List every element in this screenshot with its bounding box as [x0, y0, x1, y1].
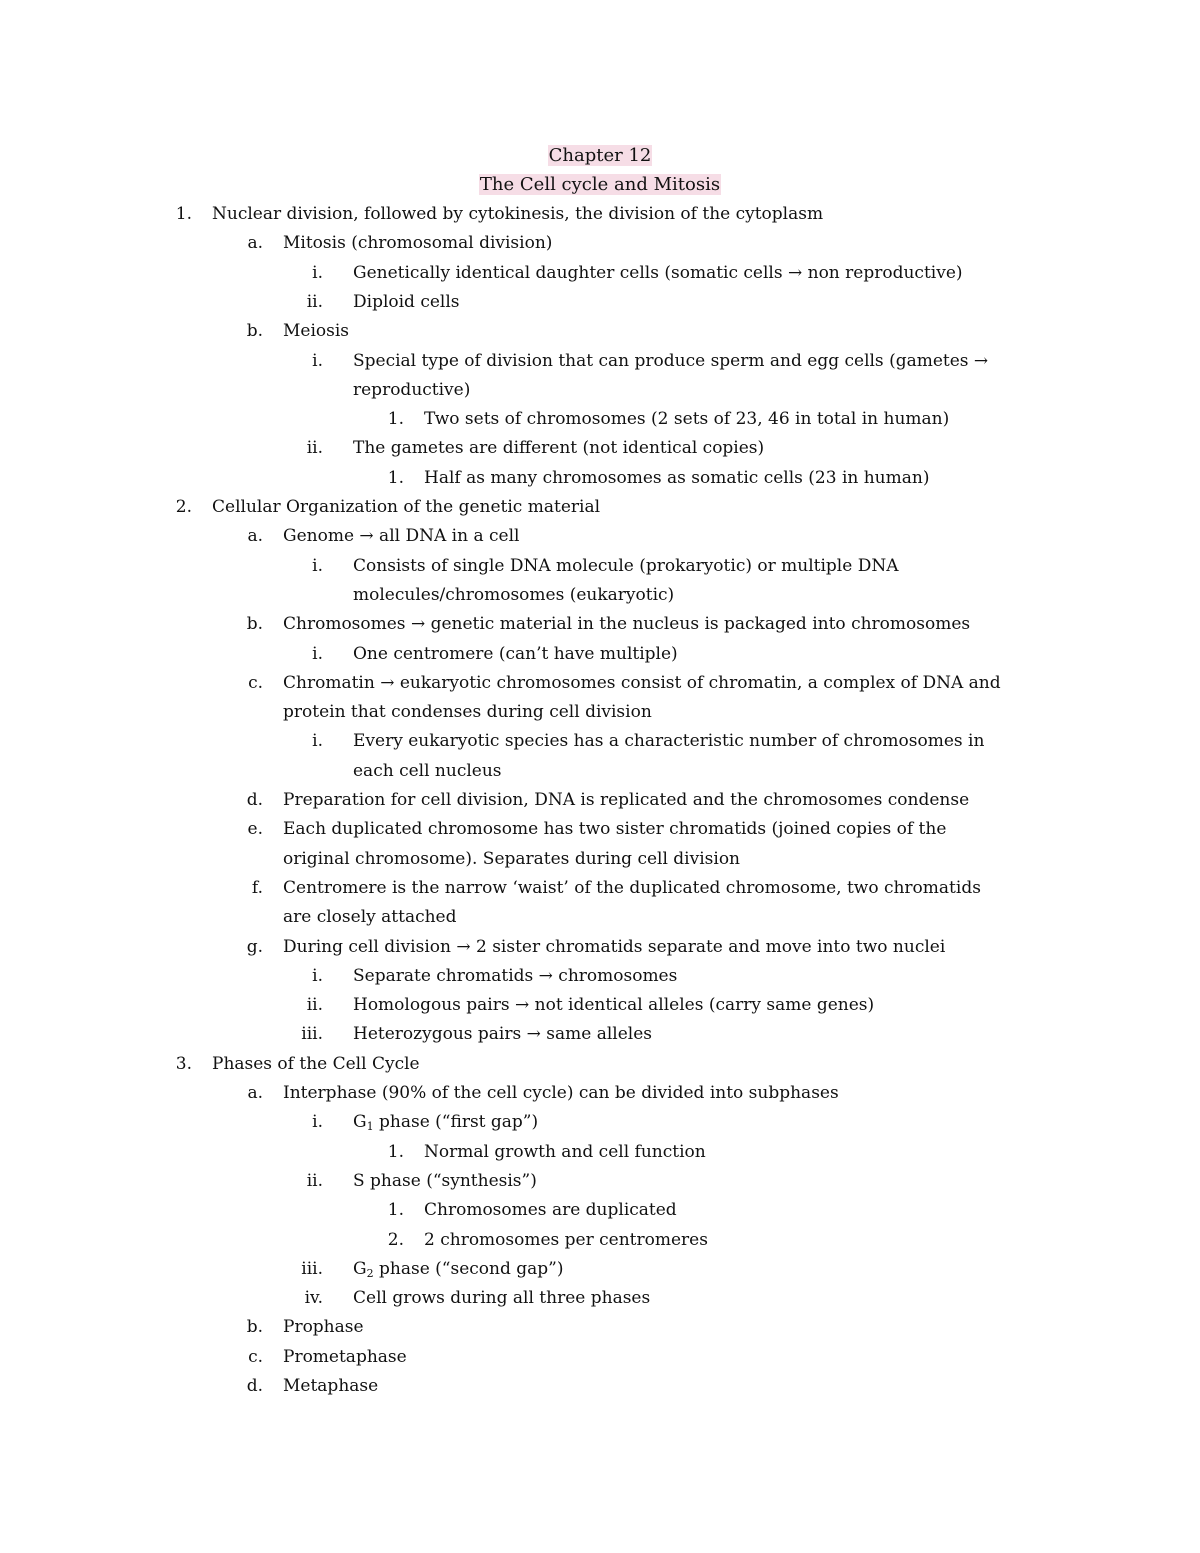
- outline-text-main: Genome → all DNA in a cell: [283, 526, 520, 547]
- outline-item: [0, 1110, 1200, 1134]
- outline-text-rest: phase (“second gap”): [373, 1258, 564, 1279]
- outline-marker: i.: [312, 1112, 323, 1133]
- outline-item: [0, 1315, 1200, 1339]
- outline-text: [212, 1052, 420, 1076]
- outline-marker: ii.: [306, 291, 323, 312]
- outline-text-subscript: 2: [366, 1266, 374, 1280]
- outline-text-main: 2 chromosomes per centromeres: [424, 1229, 708, 1250]
- outline-text-main: G: [353, 1112, 367, 1133]
- outline-text-main: Prometaphase: [283, 1346, 407, 1367]
- outline-marker: 1.: [175, 204, 192, 224]
- outline-marker: g.: [246, 936, 263, 957]
- outline-text-main: Centromere is the narrow ‘waist’ of the duplicated chromosome, two chromatids: [283, 877, 981, 898]
- outline-text: [353, 729, 984, 753]
- outline-item: [0, 290, 1200, 314]
- outline-marker: 1.: [387, 467, 404, 488]
- outline-text: [424, 407, 949, 431]
- outline-text-main: protein that condenses during cell division: [283, 702, 652, 723]
- outline-text: [283, 612, 970, 636]
- outline-marker: iv.: [304, 1288, 323, 1309]
- outline-text: [212, 495, 600, 519]
- outline-text: [353, 290, 460, 314]
- outline-marker: ii.: [306, 1170, 323, 1191]
- outline-text: [353, 993, 874, 1017]
- outline-text-main: Preparation for cell division, DNA is replicated and the chromosomes condense: [283, 790, 970, 810]
- outline-text-main: Heterozygous pairs → same alleles: [353, 1024, 652, 1045]
- outline-text: [212, 202, 823, 226]
- outline-text-main: Chromosomes → genetic material in the nucleus is packaged into chromosomes: [283, 614, 971, 635]
- outline-item: [0, 261, 1200, 285]
- outline-marker: 1.: [387, 1200, 404, 1221]
- outline-item: [0, 847, 1200, 871]
- outline-item: [0, 231, 1200, 255]
- outline-text: [283, 700, 652, 724]
- outline-item: [0, 1198, 1200, 1222]
- outline-text: [283, 1374, 378, 1398]
- outline-marker: f.: [251, 877, 263, 898]
- outline-text: [353, 1022, 652, 1046]
- outline-text-main: Cell grows during all three phases: [353, 1288, 651, 1309]
- outline-item: [0, 495, 1200, 519]
- outline-marker: a.: [247, 1083, 263, 1103]
- outline-text-main: Homologous pairs → not identical alleles (carry same genes): [353, 995, 875, 1016]
- outline-marker: iii.: [301, 1024, 323, 1045]
- outline-text: [424, 1228, 708, 1252]
- outline-text-main: Consists of single DNA molecule (prokaryotic) or multiple DNA: [353, 555, 899, 576]
- outline-item: [0, 876, 1200, 900]
- outline-text-main: molecules/chromosomes (eukaryotic): [353, 584, 675, 605]
- outline-text-main: Mitosis (chromosomal division): [283, 233, 553, 254]
- outline-text: [283, 788, 969, 812]
- outline-text-main: Cellular Organization of the genetic material: [212, 497, 601, 517]
- outline-item: [0, 1022, 1200, 1046]
- outline-item: [0, 1081, 1200, 1105]
- outline-item: [0, 1257, 1200, 1281]
- outline-item: [0, 378, 1200, 402]
- outline-item: [0, 349, 1200, 373]
- outline-marker: a.: [247, 233, 263, 254]
- outline-text: [353, 759, 502, 783]
- outline-text-main: Normal growth and cell function: [424, 1141, 706, 1162]
- outline-item: [0, 759, 1200, 783]
- outline-item: [0, 319, 1200, 343]
- outline-text-rest: phase (“first gap”): [373, 1112, 539, 1133]
- outline-item: [0, 202, 1200, 226]
- outline-marker: c.: [248, 672, 263, 693]
- outline-text-main: Chromosomes are duplicated: [424, 1200, 677, 1221]
- outline-text-main: Two sets of chromosomes (2 sets of 23, 46 in total in human): [424, 409, 950, 430]
- chapter-title: [0, 144, 1200, 168]
- outline-marker: d.: [246, 1376, 263, 1396]
- outline-text: [283, 1345, 407, 1369]
- outline-marker: i.: [312, 643, 323, 664]
- outline-marker: i.: [312, 555, 323, 576]
- outline-text-main: S phase (“synthesis”): [353, 1170, 537, 1191]
- outline-text-main: G: [353, 1258, 367, 1279]
- outline-text: [283, 231, 552, 255]
- outline-marker: i.: [312, 965, 323, 986]
- outline-marker: 3.: [175, 1053, 192, 1074]
- outline-text-main: Special type of division that can produce sperm and egg cells (gametes →: [353, 350, 989, 371]
- outline-marker: i.: [312, 731, 323, 752]
- outline-item: [0, 964, 1200, 988]
- outline-text-main: Diploid cells: [353, 291, 460, 312]
- outline-item: [0, 466, 1200, 490]
- outline-item: [0, 905, 1200, 929]
- outline-text: [283, 524, 519, 548]
- outline-marker: b.: [246, 321, 263, 342]
- outline-item: [0, 935, 1200, 959]
- outline-item: [0, 1140, 1200, 1164]
- document-subtitle-text: The Cell cycle and Mitosis: [479, 174, 721, 195]
- outline-text: [283, 847, 740, 871]
- outline-text-main: Genetically identical daughter cells (somatic cells → non reproductive): [353, 262, 963, 283]
- outline-text-main: Meiosis: [283, 321, 350, 342]
- outline-text: [353, 642, 678, 666]
- outline-text-main: Separate chromatids → chromosomes: [353, 965, 678, 986]
- outline-item: [0, 1228, 1200, 1252]
- outline-text: [353, 378, 470, 402]
- outline-text-main: Half as many chromosomes as somatic cells (23 in human): [424, 467, 930, 488]
- outline-text-main: Every eukaryotic species has a characteristic number of chromosomes in: [353, 731, 985, 752]
- outline-item: [0, 1052, 1200, 1076]
- outline-text: [283, 905, 457, 929]
- outline-marker: iii.: [301, 1258, 323, 1279]
- outline-item: [0, 1345, 1200, 1369]
- outline-text-main: Prophase: [283, 1317, 364, 1338]
- outline-item: [0, 1169, 1200, 1193]
- outline-text-main: Metaphase: [283, 1376, 379, 1396]
- outline-marker: b.: [246, 614, 263, 635]
- outline-text: [353, 436, 764, 460]
- outline-item: [0, 524, 1200, 548]
- outline-marker: c.: [248, 1346, 263, 1367]
- outline-text: [424, 1198, 677, 1222]
- outline-text-main: Phases of the Cell Cycle: [212, 1053, 420, 1074]
- outline-marker: d.: [246, 790, 263, 810]
- outline-text: [283, 671, 1001, 695]
- outline-text: [353, 583, 674, 607]
- outline-text: [353, 1286, 650, 1310]
- outline-text-main: Each duplicated chromosome has two sister chromatids (joined copies of the: [283, 819, 947, 840]
- outline-text: [283, 319, 349, 343]
- outline-marker: e.: [247, 819, 263, 840]
- outline-text: [283, 817, 946, 841]
- outline-marker: 1.: [387, 409, 404, 430]
- outline-text-main: reproductive): [353, 379, 471, 400]
- outline-text: [353, 964, 677, 988]
- outline-item: [0, 700, 1200, 724]
- outline-item: [0, 817, 1200, 841]
- outline-text-subscript: 1: [366, 1120, 374, 1134]
- outline-text: [353, 1169, 537, 1193]
- outline-text: [353, 1257, 563, 1286]
- outline-text-main: One centromere (can’t have multiple): [353, 643, 678, 664]
- outline-marker: ii.: [306, 995, 323, 1016]
- outline-item: [0, 1286, 1200, 1310]
- outline-marker: 2.: [387, 1229, 404, 1250]
- outline-text: [353, 349, 988, 373]
- outline-marker: 1.: [387, 1141, 404, 1162]
- outline-item: [0, 788, 1200, 812]
- outline-item: [0, 729, 1200, 753]
- outline-item: [0, 1374, 1200, 1398]
- outline-item: [0, 436, 1200, 460]
- outline-text-main: each cell nucleus: [353, 760, 502, 781]
- outline-text: [353, 1110, 538, 1139]
- outline-text: [283, 876, 981, 900]
- outline-text-main: are closely attached: [283, 907, 457, 928]
- chapter-title-text: Chapter 12: [548, 145, 652, 166]
- outline-item: [0, 554, 1200, 578]
- outline-marker: b.: [246, 1317, 263, 1338]
- outline-text-main: original chromosome). Separates during cell division: [283, 848, 741, 869]
- outline-text: [353, 554, 898, 578]
- outline-text-main: The gametes are different (not identical copies): [353, 438, 765, 459]
- outline-text-main: Chromatin → eukaryotic chromosomes consist of chromatin, a complex of DNA and: [283, 672, 1001, 693]
- outline-text: [424, 466, 929, 490]
- outline-item: [0, 993, 1200, 1017]
- document-subtitle: [0, 173, 1200, 197]
- outline-marker: ii.: [306, 438, 323, 459]
- outline-item: [0, 407, 1200, 431]
- outline-text-main: During cell division → 2 sister chromatids separate and move into two nuclei: [283, 936, 946, 957]
- outline-marker: i.: [312, 350, 323, 371]
- outline-marker: a.: [247, 526, 263, 547]
- outline-text: [283, 1315, 364, 1339]
- outline-text: [424, 1140, 706, 1164]
- outline-text-main: Interphase (90% of the cell cycle) can be divided into subphases: [283, 1083, 839, 1103]
- outline-item: [0, 583, 1200, 607]
- outline-text: [283, 935, 945, 959]
- outline-item: [0, 642, 1200, 666]
- outline-marker: 2.: [175, 497, 192, 517]
- outline-text: [283, 1081, 839, 1105]
- outline-marker: i.: [312, 262, 323, 283]
- outline-text-main: Nuclear division, followed by cytokinesis, the division of the cytoplasm: [212, 204, 824, 224]
- outline-text: [353, 261, 963, 285]
- outline-item: [0, 612, 1200, 636]
- outline-item: [0, 671, 1200, 695]
